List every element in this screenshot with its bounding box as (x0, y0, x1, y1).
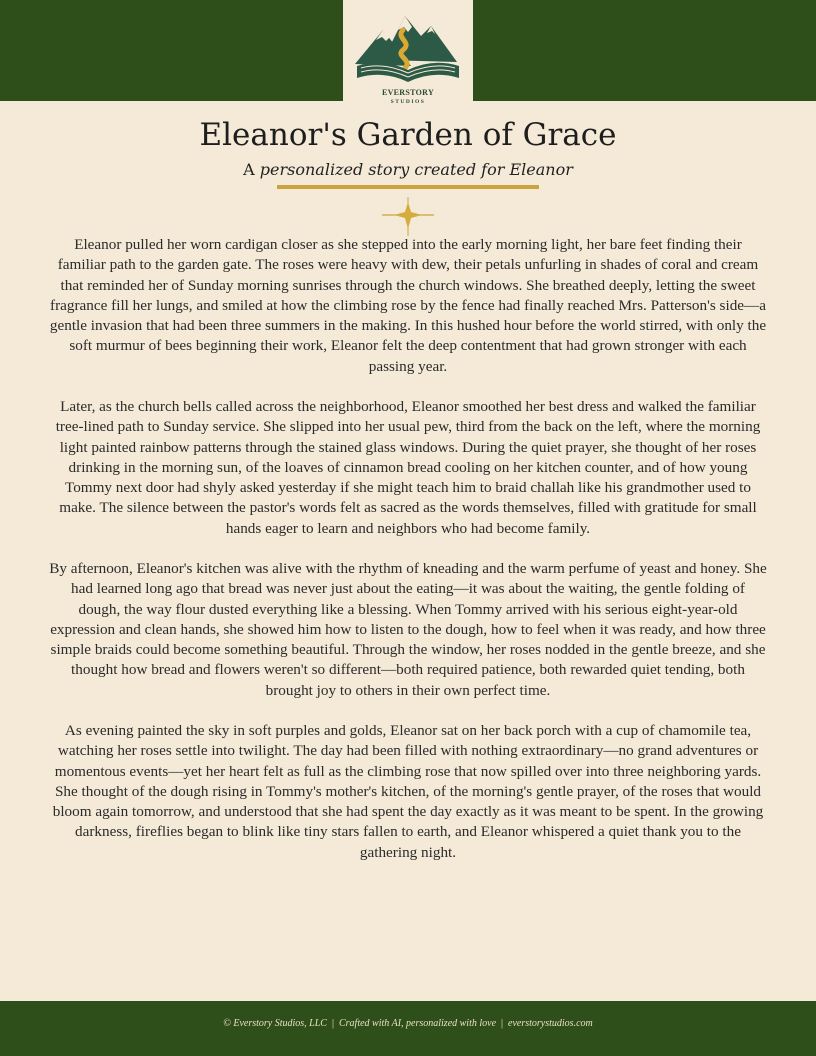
story-paragraph-2: Later, as the church bells called across the neighborhood, Eleanor smoothed her best dress and walked the familiar tree-lined path to Sunday service. She slipped into her usual pew, third from the back on the left, where the morning light painted rainbow patterns through the stained glass windows. During the quiet prayer, she thought of her roses drinking in the morning sun, of the loaves of cinnamon bread cooling on her kitchen counter, and of how young Tommy next door had shyly asked yesterday if she might teach him to braid challah like his grandmother used to make. The silence between the pastor's words felt as sacred as the words themselves, filled with gratitude for small hands eager to learn and neighbors who had become family. (55, 398, 761, 537)
footer-copyright: © Everstory Studios, LLC (223, 1018, 327, 1029)
footer-separator: | (331, 1018, 334, 1029)
story-body (49, 235, 767, 883)
subtitle-prefix: A (243, 160, 255, 179)
story-subtitle (0, 160, 816, 179)
brand-name: EVERSTORY (381, 88, 435, 97)
story-paragraph-3: By afternoon, Eleanor's kitchen was alive with the rhythm of kneading and the warm perfume of yeast and honey. She had learned long ago that bread was never just about the eating—it was about the waiting, the gentle folding of dough, the way flour dusted everything like a blessing. When Tommy arrived with his serious eight-year-old expression and clean hands, she showed him how to listen to the dough, how to feel when it was ready, and how three simple braids could become something beautiful. Through the window, her roses nodded in the gentle breeze, and she thought how bread and flowers weren't so different—both required patience, both rewarded quiet tending, both brought joy to others in their own perfect time. (49, 560, 767, 699)
mountain-book-logo-icon (343, 0, 473, 90)
story-paragraph-1: Eleanor pulled her worn cardigan closer as she stepped into the early morning light, her bare feet finding their familiar path to the garden gate. The roses were heavy with dew, their petals unfurling in shades of coral and cream that reminded her of Sunday morning sunrises through the church windows. She breathed deeply, letting the sweet fragrance fill her lungs, and smiled at how the climbing rose by the fence had finally reached Mrs. Patterson's side—a gentle invasion that had been three summers in the making. In this hushed hour before the world stirred, with only the soft murmur of bees beginning their work, Eleanor felt the deep contentment that had grown stronger with each passing year. (49, 236, 767, 375)
footer-separator: | (501, 1018, 504, 1029)
footer-text (0, 1018, 816, 1029)
story-paragraph-4: As evening painted the sky in soft purples and golds, Eleanor sat on her back porch with a cup of chamomile tea, watching her roses settle into twilight. The day had been filled with nothing extraordinary—no grand adventures or momentous events—yet her heart felt as full as the climbing rose that now spilled over into three neighboring yards. She thought of the dough rising in Tommy's mother's kitchen, of the morning's gentle prayer, of the roses that would bloom again tomorrow, and understood that she had spent the day exactly as it was meant to be spent. In the growing darkness, fireflies began to blink like tiny stars fallen to earth, and Eleanor whispered a quiet thank you to the gathering night. (52, 722, 764, 861)
footer-tagline: Crafted with AI, personalized with love (338, 1018, 497, 1029)
story-title: Eleanor's Garden of Grace (199, 117, 617, 153)
footer-website-link[interactable]: everstorystudios.com (508, 1018, 593, 1029)
subtitle-text: personalized story created for Eleanor (259, 160, 573, 179)
title-underline-divider (277, 185, 539, 189)
sparkle-star-icon (380, 196, 436, 238)
brand-logo (343, 0, 473, 116)
brand-subname: STUDIOS (390, 99, 426, 105)
